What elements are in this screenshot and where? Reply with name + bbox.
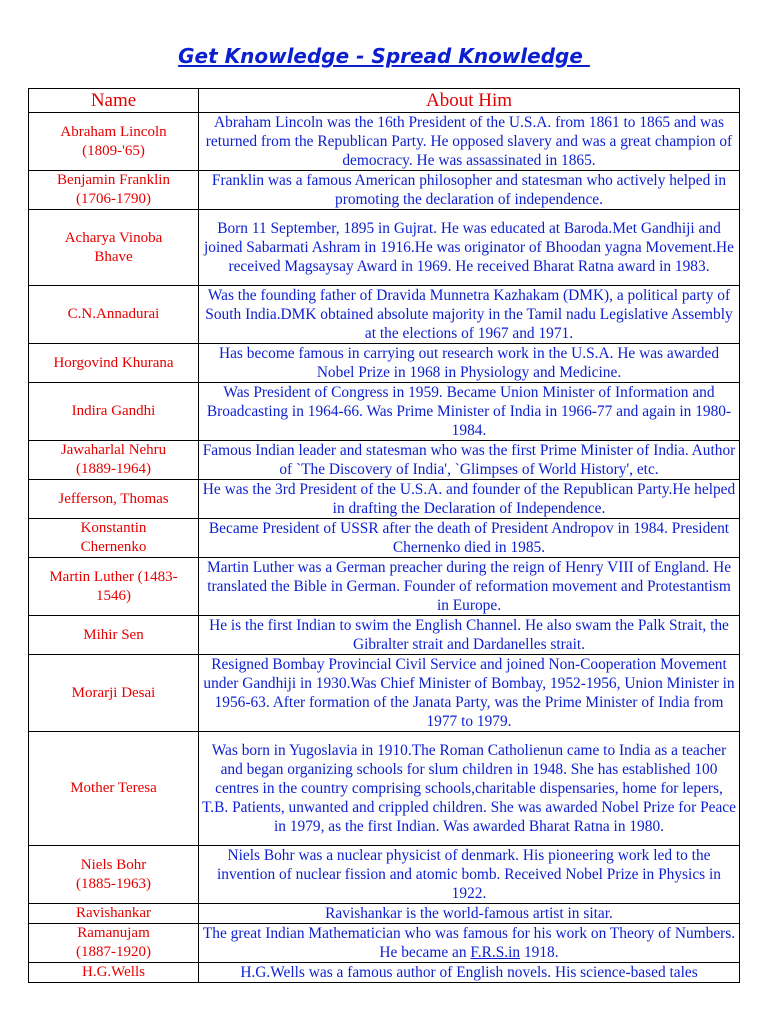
table-row xyxy=(29,616,740,655)
about-cell: Was born in Yugoslavia in 1910.The Roman Catholienun came to India as a teacher and began organizing schools for slum children in 1948. She has established 100 centres in the country comprising schools,charitable dispensaries, home for lepers, T.B. Patients, unwanted and crippled children. She was awarded Nobel Prize for Peace in 1979, as the first Indian. Was awarded Bharat Ratna in 1980. xyxy=(199,732,740,846)
table-row xyxy=(29,846,740,904)
table-row xyxy=(29,113,740,171)
name-cell: Jefferson, Thomas xyxy=(29,480,199,519)
fellowship-abbreviation: F.R.S.in xyxy=(470,944,521,961)
about-cell: Franklin was a famous American philosopher and statesman who actively helped in promoting the declaration of independence. xyxy=(199,171,740,210)
name-cell: Morarji Desai xyxy=(29,655,199,732)
table-row xyxy=(29,963,740,983)
table-row xyxy=(29,732,740,846)
about-cell: H.G.Wells was a famous author of English novels. His science-based tales xyxy=(199,963,740,983)
page-title: Get Knowledge - Spread Knowledge xyxy=(178,44,590,68)
about-cell: Ravishankar is the world-famous artist in sitar. xyxy=(199,904,740,924)
about-cell: Was President of Congress in 1959. Became Union Minister of Information and Broadcasting in 1964-66. Was Prime Minister of India in 1966-77 and again in 1980-1984. xyxy=(199,383,740,441)
table-row xyxy=(29,904,740,924)
table-row xyxy=(29,655,740,732)
about-cell: Niels Bohr was a nuclear physicist of denmark. His pioneering work led to the invention of nuclear fission and atomic bomb. Received Nobel Prize in Physics in 1922. xyxy=(199,846,740,904)
about-column-header: About Him xyxy=(199,89,740,113)
name-cell: Ravishankar xyxy=(29,904,199,924)
table-row xyxy=(29,558,740,616)
name-cell: Mother Teresa xyxy=(29,732,199,846)
about-text-end: 1918. xyxy=(520,944,559,961)
table-row xyxy=(29,286,740,344)
table-row xyxy=(29,210,740,286)
name-cell: H.G.Wells xyxy=(29,963,199,983)
name-cell: Abraham Lincoln (1809-'65) xyxy=(29,113,199,171)
name-cell: Mihir Sen xyxy=(29,616,199,655)
name-cell: Niels Bohr (1885-1963) xyxy=(29,846,199,904)
name-cell: Jawaharlal Nehru (1889-1964) xyxy=(29,441,199,480)
table-row xyxy=(29,480,740,519)
biography-table xyxy=(28,88,740,983)
about-cell: He was the 3rd President of the U.S.A. and founder of the Republican Party.He helped in drafting the Declaration of Independence. xyxy=(199,480,740,519)
about-cell xyxy=(199,924,740,963)
about-cell: Has become famous in carrying out research work in the U.S.A. He was awarded Nobel Prize in 1968 in Physiology and Medicine. xyxy=(199,344,740,383)
table-row xyxy=(29,344,740,383)
name-column-header: Name xyxy=(29,89,199,113)
table-row xyxy=(29,519,740,558)
table-row xyxy=(29,924,740,963)
name-cell: Ramanujam (1887-1920) xyxy=(29,924,199,963)
name-cell: Acharya Vinoba Bhave xyxy=(29,210,199,286)
about-cell: Martin Luther was a German preacher during the reign of Henry VIII of England. He translated the Bible in German. Founder of reformation movement and Protestantism in Europe. xyxy=(199,558,740,616)
table-header-row xyxy=(29,89,740,113)
name-cell: C.N.Annadurai xyxy=(29,286,199,344)
about-cell: Abraham Lincoln was the 16th President of the U.S.A. from 1861 to 1865 and was returned from the Republican Party. He opposed slavery and was a great champion of democracy. He was assassinated in 1865. xyxy=(199,113,740,171)
name-cell: Martin Luther (1483- 1546) xyxy=(29,558,199,616)
about-cell: Famous Indian leader and statesman who was the first Prime Minister of India. Author of `The Discovery of India', `Glimpses of World History', etc. xyxy=(199,441,740,480)
about-cell: Resigned Bombay Provincial Civil Service and joined Non-Cooperation Movement under Gandhiji in 1930.Was Chief Minister of Bombay, 1952-1956, Union Minister in 1956-63. After formation of the Janata Party, was the Prime Minister of India from 1977 to 1979. xyxy=(199,655,740,732)
about-cell: He is the first Indian to swim the English Channel. He also swam the Palk Strait, the Gibralter strait and Dardanelles strait. xyxy=(199,616,740,655)
about-cell: Was the founding father of Dravida Munnetra Kazhakam (DMK), a political party of South India.DMK obtained absolute majority in the Tamil nadu Legislative Assembly at the elections of 1967 and 1971. xyxy=(199,286,740,344)
table-row xyxy=(29,441,740,480)
about-text: The great Indian Mathematician who was famous for his work on Theory of Numbers. He became an xyxy=(202,925,736,961)
name-cell: Horgovind Khurana xyxy=(29,344,199,383)
table-row xyxy=(29,171,740,210)
name-cell: Benjamin Franklin (1706-1790) xyxy=(29,171,199,210)
name-cell: Konstantin Chernenko xyxy=(29,519,199,558)
about-cell: Became President of USSR after the death of President Andropov in 1984. President Chernenko died in 1985. xyxy=(199,519,740,558)
name-cell: Indira Gandhi xyxy=(29,383,199,441)
table-row xyxy=(29,383,740,441)
about-cell: Born 11 September, 1895 in Gujrat. He was educated at Baroda.Met Gandhiji and joined Sabarmati Ashram in 1916.He was originator of Bhoodan yagna Movement.He received Magsaysay Award in 1969. He received Bharat Ratna award in 1983. xyxy=(199,210,740,286)
